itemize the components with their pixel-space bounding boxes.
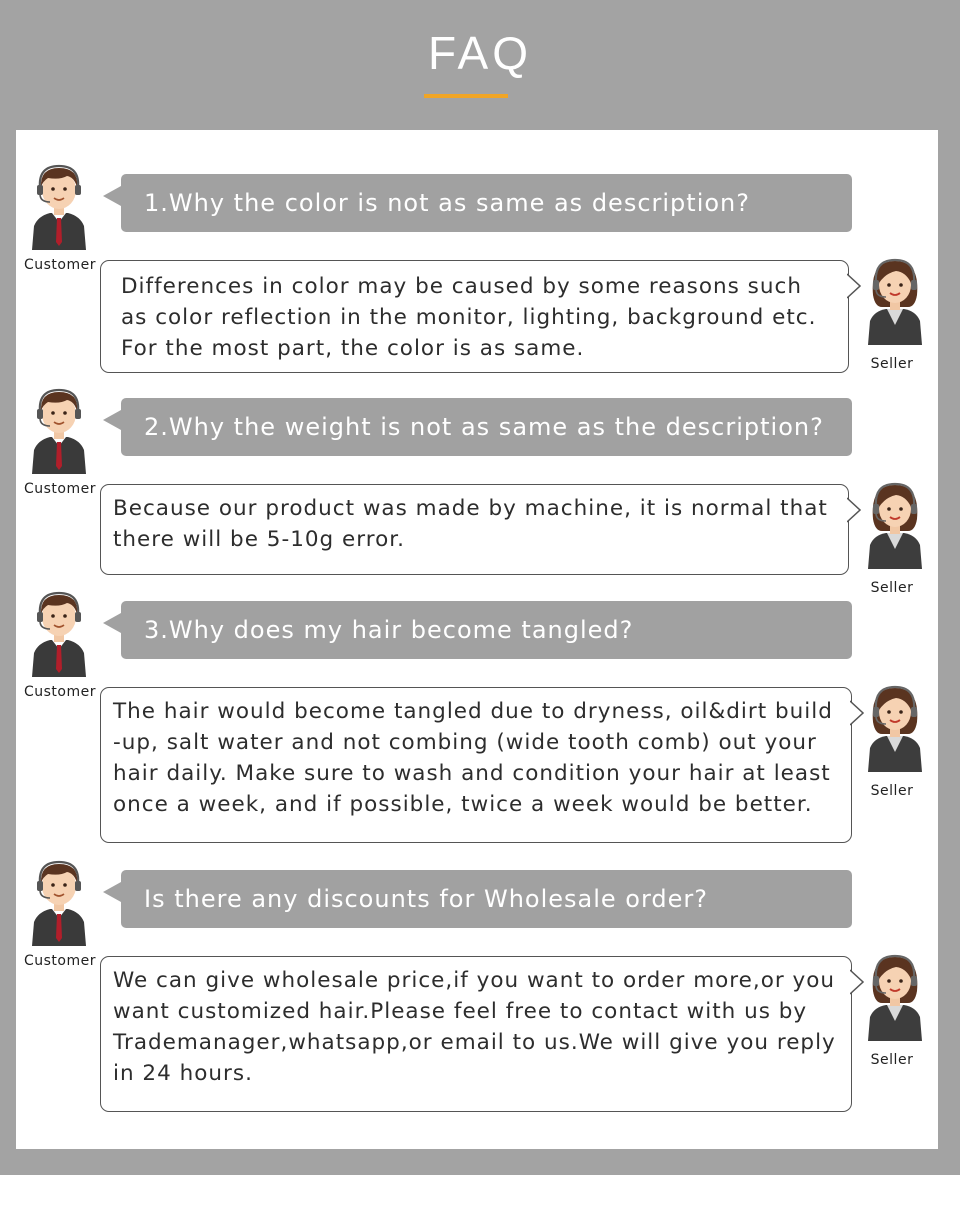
answer-line: The hair would become tangled due to dryness, oil&dirt build (113, 699, 833, 724)
answer-line: once a week, and if possible, twice a week would be better. (113, 792, 813, 817)
seller-label: Seller (870, 580, 914, 596)
answer-line: -up, salt water and not combing (wide tooth comb) out your (113, 730, 817, 755)
seller-label: Seller (870, 356, 914, 372)
faq-question: Is there any discounts for Wholesale order? (121, 870, 852, 928)
customer-avatar-icon (24, 587, 94, 679)
answer-line: there will be 5-10g error. (113, 527, 405, 552)
seller-avatar-icon (860, 682, 930, 774)
page-title: FAQ (427, 27, 533, 79)
customer-label: Customer (23, 257, 96, 273)
title-underline (424, 94, 508, 98)
answer-line: Differences in color may be caused by some reasons such (121, 274, 802, 299)
answer-line: For the most part, the color is as same. (121, 336, 585, 361)
seller-avatar-icon (860, 255, 930, 347)
answer-line: Because our product was made by machine, it is normal that (113, 496, 828, 521)
faq-answer (100, 484, 849, 575)
answer-line: want customized hair.Please feel free to contact with us by (113, 999, 808, 1024)
customer-label: Customer (23, 953, 96, 969)
answer-line: in 24 hours. (113, 1061, 253, 1086)
customer-label: Customer (23, 481, 96, 497)
seller-avatar-icon (860, 951, 930, 1043)
answer-line: hair daily. Make sure to wash and condition your hair at least (113, 761, 831, 786)
faq-question: 3.Why does my hair become tangled? (121, 601, 852, 659)
answer-line: Trademanager,whatsapp,or email to us.We will give you reply (113, 1030, 836, 1055)
seller-avatar-icon (860, 479, 930, 571)
customer-avatar-icon (24, 384, 94, 476)
faq-question: 1.Why the color is not as same as description? (121, 174, 852, 232)
seller-label: Seller (870, 1052, 914, 1068)
speech-tail-icon (847, 273, 861, 299)
faq-question: 2.Why the weight is not as same as the description? (121, 398, 852, 456)
answer-line: as color reflection in the monitor, lighting, background etc. (121, 305, 817, 330)
faq-answer (100, 956, 852, 1112)
answer-line: We can give wholesale price,if you want to order more,or you (113, 968, 836, 993)
faq-answer (100, 687, 852, 843)
seller-label: Seller (870, 783, 914, 799)
speech-tail-icon (847, 497, 861, 523)
customer-avatar-icon (24, 856, 94, 948)
customer-label: Customer (23, 684, 96, 700)
faq-answer (100, 260, 849, 373)
customer-avatar-icon (24, 160, 94, 252)
